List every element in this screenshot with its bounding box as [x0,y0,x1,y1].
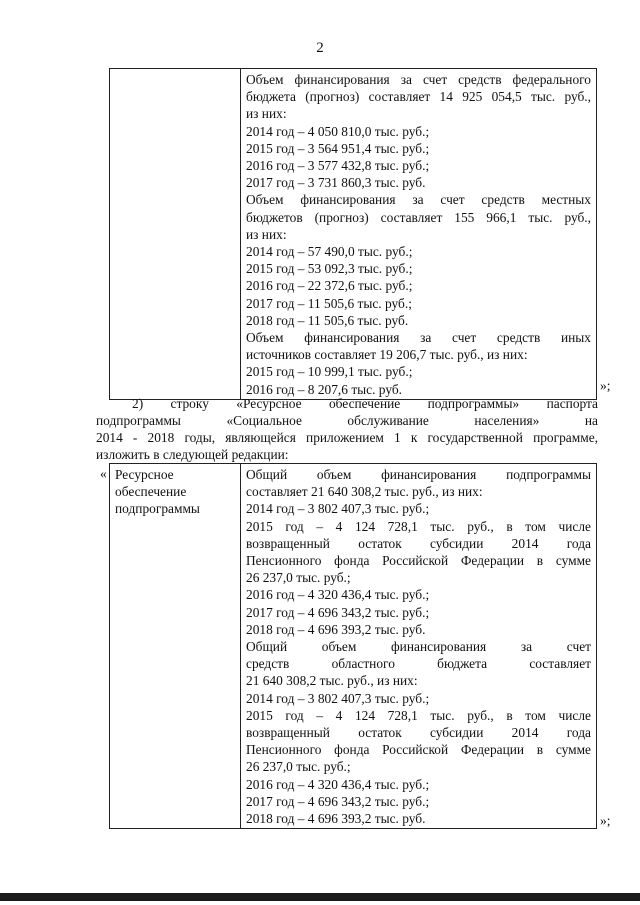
table-row [110,69,597,400]
table-cell-empty [110,69,241,400]
text-line: из них: [246,226,287,242]
text-line: Пенсионного фонда Российской Федерации в сумме [246,742,591,758]
row-title-line: подпрограммы [115,501,200,517]
text-line: 2014 год – 3 802 407,3 тыс. руб.; [246,501,430,517]
text-line: Общий объем финансирования подпрограммы [246,467,591,482]
text-line: Пенсионного фонда Российской Федерации в сумме [246,553,591,569]
text-line: 2018 год – 4 696 393,2 тыс. руб. [246,621,426,637]
text-line: 2018 год – 11 505,6 тыс. руб. [246,312,409,328]
text-line: средств областного бюджета составляет [246,656,591,672]
text-line: 2016 год – 22 372,6 тыс. руб.; [246,278,413,294]
text-line: 2015 год – 10 999,1 тыс. руб.; [246,364,413,380]
text-line: возвращенный остаток субсидии 2014 года [246,725,591,741]
text-line: 2014 год – 4 050 810,0 тыс. руб.; [246,123,430,139]
text-line: Объем финансирования за счет средств федерального [246,72,591,87]
text-line: Общий объем финансирования за счет [246,639,591,655]
text-line: бюджета (прогноз) составляет 14 925 054,5 тыс. руб., [246,89,591,105]
paragraph-line: подпрограммы «Социальное обслуживание населения» на [96,413,598,428]
text-line: Объем финансирования за счет средств иных [246,330,591,346]
table-cell-funding-text [241,464,597,829]
text-line: 2015 год – 4 124 728,1 тыс. руб., в том числе [246,707,591,723]
opening-quote-2: « [100,466,107,481]
text-line: составляет 21 640 308,2 тыс. руб., из них: [246,484,483,500]
text-line: возвращенный остаток субсидии 2014 года [246,535,591,551]
paragraph-line: изложить в следующей редакции: [96,447,289,462]
text-line: 2015 год – 53 092,3 тыс. руб.; [246,261,413,277]
text-line: 2016 год – 4 320 436,4 тыс. руб.; [246,587,430,603]
table-row [110,464,597,829]
row-title-lines [115,466,235,518]
text-line: 2015 год – 4 124 728,1 тыс. руб., в том числе [246,518,591,534]
paragraph-line: 2014 - 2018 годы, являющейся приложением 1 к государственной программе, [96,430,598,445]
text-line: 2017 год – 4 696 343,2 тыс. руб.; [246,604,430,620]
text-line: 2017 год – 4 696 343,2 тыс. руб.; [246,793,430,809]
text-line: 2016 год – 3 577 432,8 тыс. руб.; [246,158,430,174]
paragraph-line: 2) строку «Ресурсное обеспечение подпрограммы» паспорта [132,396,598,411]
text-line: 2014 год – 57 490,0 тыс. руб.; [246,244,413,260]
text-line: 2017 год – 3 731 860,3 тыс. руб. [246,175,426,191]
resource-table [109,463,597,829]
bottom-rule [0,893,640,901]
text-line: из них: [246,106,287,122]
text-line: источников составляет 19 206,7 тыс. руб., из них: [246,347,528,363]
text-line: 2015 год – 3 564 951,4 тыс. руб.; [246,140,430,156]
amendment-paragraph [96,395,598,463]
text-line: 2017 год – 11 505,6 тыс. руб.; [246,295,412,311]
table-cell-row-title [110,464,241,829]
text-line: 2018 год – 4 696 393,2 тыс. руб. [246,811,426,827]
text-line: 26 237,0 тыс. руб.; [246,570,351,586]
row-title-line: Ресурсное [115,467,174,482]
text-line: 26 237,0 тыс. руб.; [246,759,351,775]
funding-text-lines [246,466,591,827]
text-line: Объем финансирования за счет средств местных [246,192,591,208]
row-title-line: обеспечение [115,484,187,500]
text-line: 2014 год – 3 802 407,3 тыс. руб.; [246,690,430,706]
text-line: 2016 год – 4 320 436,4 тыс. руб.; [246,776,430,792]
text-line: бюджетов (прогноз) составляет 155 966,1 тыс. руб., [246,209,591,225]
text-line: 2016 год – 8 207,6 тыс. руб. [246,381,403,397]
closing-quote-2: »; [600,813,611,828]
funding-text-lines [246,71,591,398]
page-number: 2 [316,40,324,56]
funding-table-continued [109,68,597,400]
closing-quote-1: »; [600,378,611,393]
table-cell-funding-text [241,69,597,400]
text-line: 21 640 308,2 тыс. руб., из них: [246,673,418,689]
